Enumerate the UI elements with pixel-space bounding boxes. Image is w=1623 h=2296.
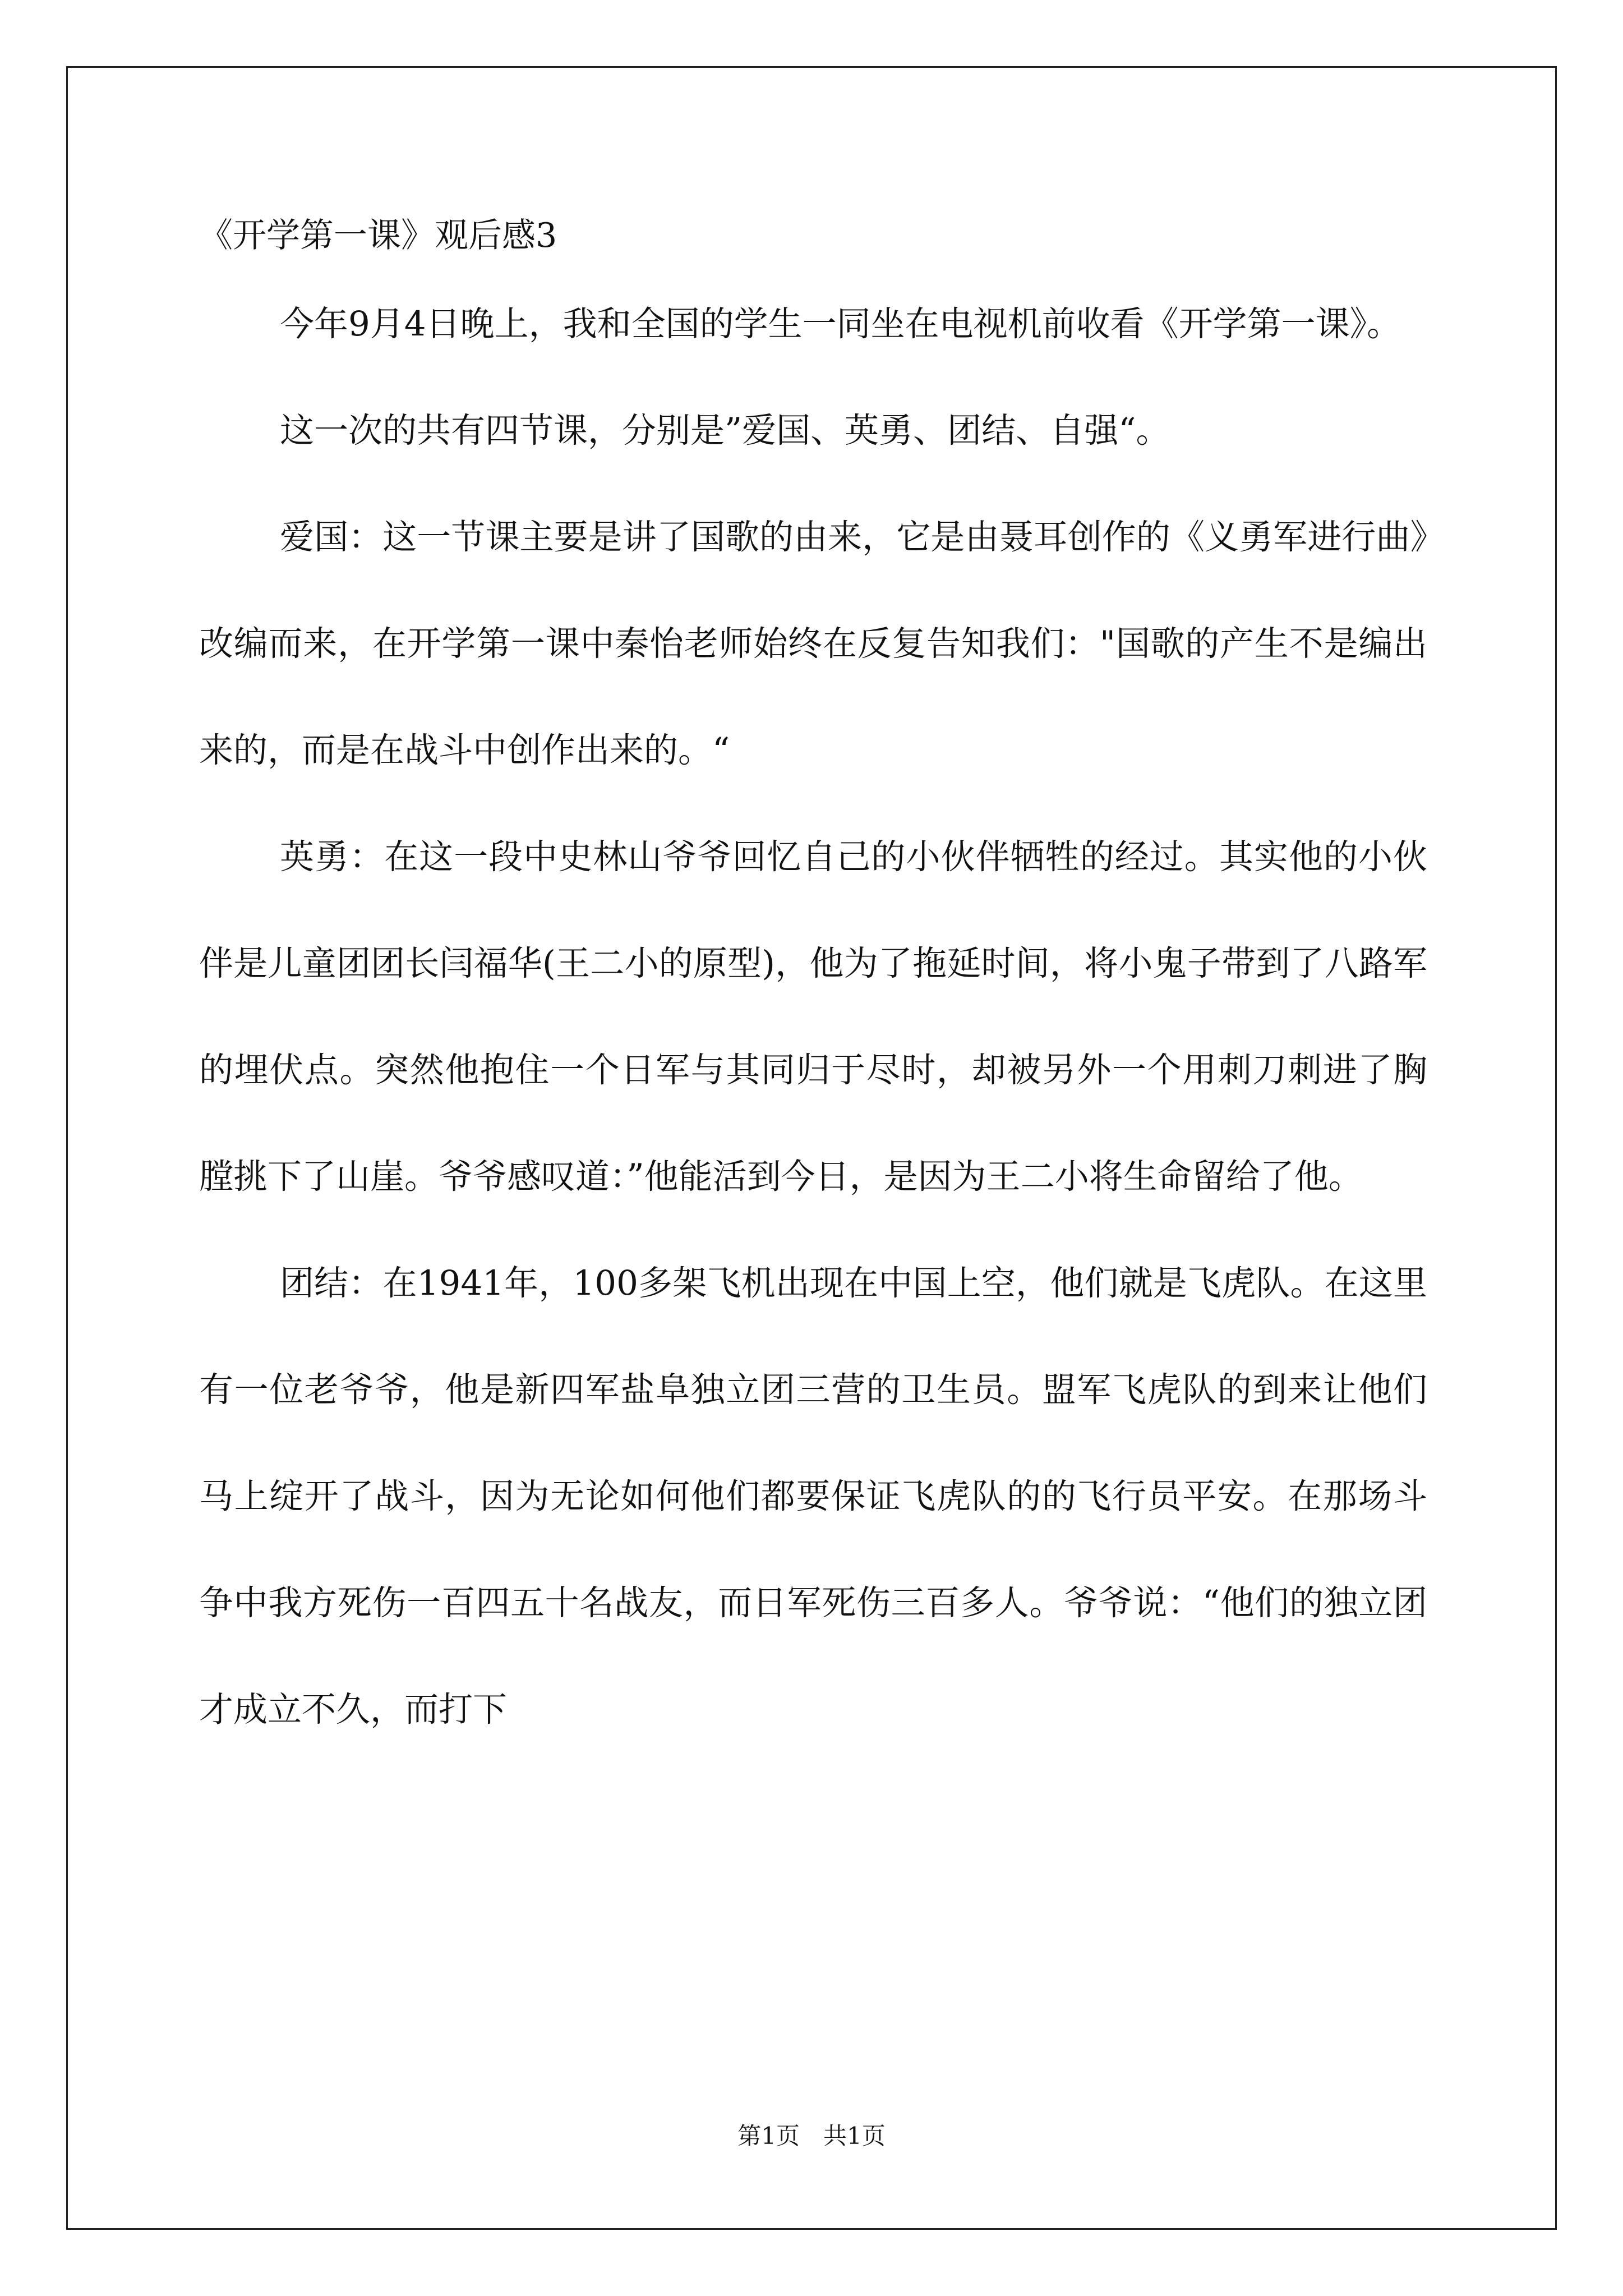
paragraph-four-lessons: 这一次的共有四节课，分别是”爱国、英勇、团结、自强“。 — [280, 411, 1170, 450]
document-body — [199, 213, 1427, 1763]
paragraph-unity: 团结：在1941年，100多架飞机出现在中国上空，他们就是飞虎队。在这里有一位老爷爷，他是新四军盐阜独立团三营的卫生员。盟军飞虎队的到来让他们马上绽开了战斗，因为无论如何他们都要保证飞虎队的的飞行员平安。在那场斗争中我方死伤一百四五十名战友，而日军死伤三百多人。爷爷说：“他们的独立团才成立不久，而打下 — [199, 1263, 1427, 1729]
paragraph-intro: 今年9月4日晚上，我和全国的学生一同坐在电视机前收看《开学第一课》。 — [280, 304, 1401, 344]
document-title: 《开学第一课》观后感3 — [199, 216, 557, 255]
paragraph-bravery: 英勇：在这一段中史林山爷爷回忆自己的小伙伴牺牲的经过。其实他的小伙伴是儿童团团长闫福华(王二小的原型)，他为了拖延时间，将小鬼子带到了八路军的埋伏点。突然他抱住一个日军与其同归于尽时，却被另外一个用刺刀刺进了胸膛挑下了山崖。爷爷感叹道：”他能活到今日，是因为王二小将生命留给了他。 — [199, 837, 1427, 1197]
page-number-footer: 第1页 共1页 — [737, 2122, 886, 2150]
paragraph-patriotism: 爱国：这一节课主要是讲了国歌的由来，它是由聂耳创作的《义勇军进行曲》改编而来，在开学第一课中秦怡老师始终在反复告知我们："国歌的产生不是编出来的，而是在战斗中创作出来的。“ — [199, 517, 1427, 770]
